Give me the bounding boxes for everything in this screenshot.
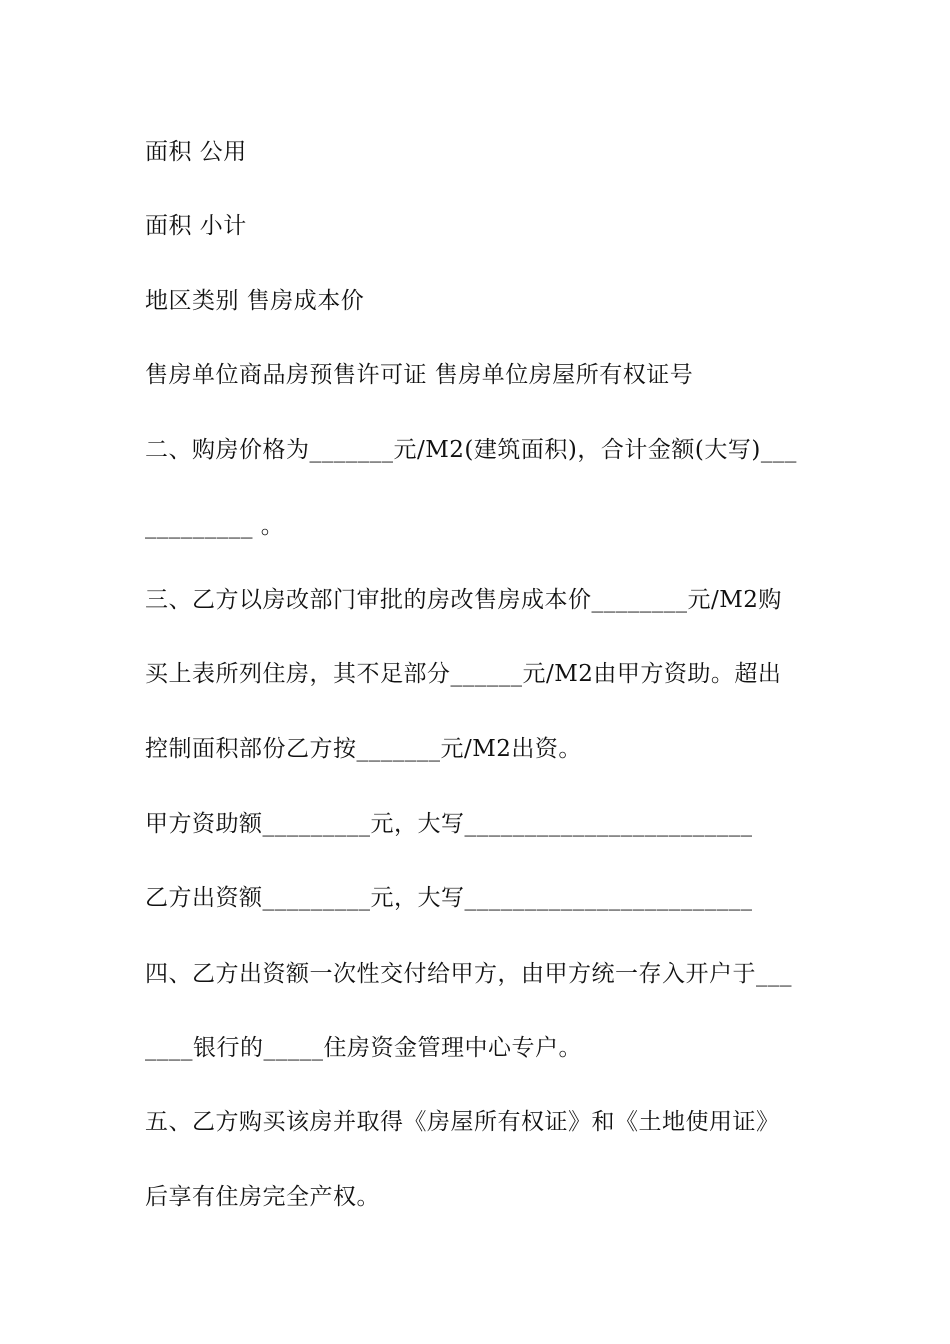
clause-4-payment: 四、乙方出资额一次性交付给甲方，由甲方统一存入开户于___ bbox=[145, 961, 792, 987]
line-region-cost-price: 地区类别 售房成本价 bbox=[145, 288, 365, 314]
line-permit-certificate: 售房单位商品房预售许可证 售房单位房屋所有权证号 bbox=[145, 362, 694, 388]
party-a-subsidy-amount: 甲方资助额_________元，大写________________________ bbox=[145, 811, 753, 837]
clause-3-excess: 控制面积部份乙方按_______元/M2出资。 bbox=[145, 736, 582, 762]
clause-5-ownership: 后享有住房完全产权。 bbox=[145, 1184, 380, 1210]
clause-4-bank-account: ____银行的_____住房资金管理中心专户。 bbox=[145, 1035, 582, 1061]
clause-5-certificates: 五、乙方购买该房并取得《房屋所有权证》和《土地使用证》 bbox=[145, 1109, 780, 1135]
clause-3-subsidy: 买上表所列住房，其不足部分______元/M2由甲方资助。超出 bbox=[145, 661, 782, 687]
clause-2-continued: _________ 。 bbox=[145, 513, 285, 539]
line-public-area: 面积 公用 bbox=[145, 139, 247, 165]
clause-3-cost-price: 三、乙方以房改部门审批的房改售房成本价________元/M2购 bbox=[145, 587, 782, 613]
clause-2-price: 二、购房价格为_______元/M2(建筑面积)，合计金额(大写)___ bbox=[145, 437, 797, 463]
party-b-payment-amount: 乙方出资额_________元，大写________________________ bbox=[145, 885, 753, 911]
line-subtotal-area: 面积 小计 bbox=[145, 213, 247, 239]
